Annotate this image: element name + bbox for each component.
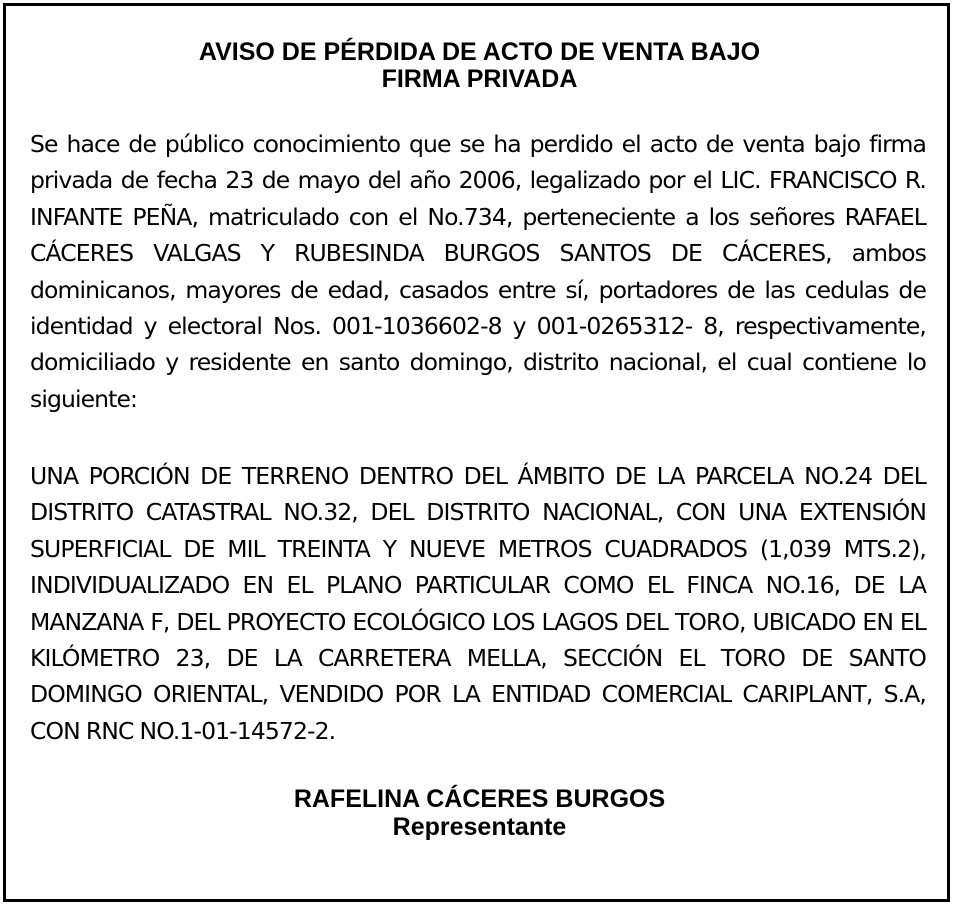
notice-title-line-1: AVISO DE PÉRDIDA DE ACTO DE VENTA BAJO [198, 38, 761, 66]
notice-frame [3, 3, 950, 902]
notice-title-line-2: FIRMA PRIVADA [381, 65, 578, 93]
signatory-role: Representante [392, 813, 567, 841]
signatory-name: RAFELINA CÁCERES BURGOS [293, 785, 666, 813]
notice-paragraph-intro: Se hace de público conocimiento que se ha perdido el acto de venta bajo firma privada de fecha 23 de mayo del año 2006, legalizado por el LIC. FRANCISCO R. INFANTE PEÑA, matriculado con el No.734, perteneciente a los señores RAFAEL CÁCERES VALGAS Y RUBESINDA BURGOS SANTOS DE CÁCERES, ambos dominicanos, mayores de edad, casados entre sí, portadores de las cedulas de identidad y electoral Nos. 001-1036602-8 y 001-0265312- 8, respectivamente, domiciliado y residente en santo domingo, distrito nacional, el cual contiene lo siguiente: [30, 130, 926, 413]
notice-paragraph-property: UNA PORCIÓN DE TERRENO DENTRO DEL ÁMBITO DE LA PARCELA NO.24 DEL DISTRITO CATASTRAL NO.32, DEL DISTRITO NACIONAL, CON UNA EXTENSIÓN SUPERFICIAL DE MIL TREINTA Y NUEVE METROS CUADRADOS (1,039 MTS.2), INDIVIDUALIZADO EN EL PLANO PARTICULAR COMO EL FINCA NO.16, DE LA MANZANA F, DEL PROYECTO ECOLÓGICO LOS LAGOS DEL TORO, UBICADO EN EL KILÓMETRO 23, DE LA CARRETERA MELLA, SECCIÓN EL TORO DE SANTO DOMINGO ORIENTAL, VENDIDO POR LA ENTIDAD COMERCIAL CARIPLANT, S.A, CON RNC NO.1-01-14572-2. [30, 462, 926, 745]
